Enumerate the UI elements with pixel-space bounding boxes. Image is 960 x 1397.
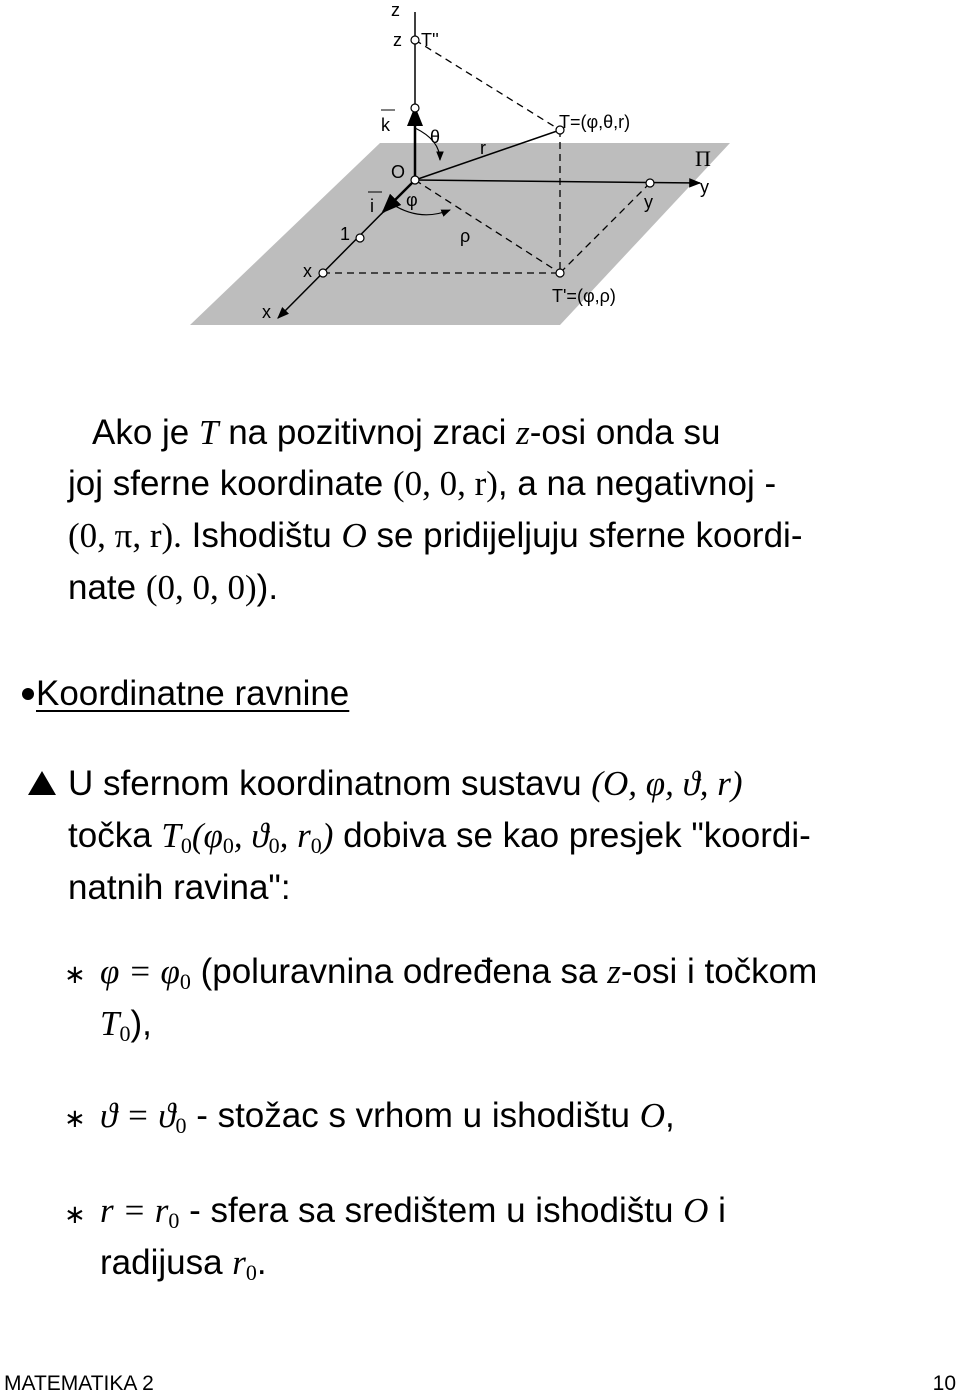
math: (φ xyxy=(191,816,223,855)
math-coords: (0, π, r). xyxy=(68,516,182,555)
label-Pi: Π xyxy=(695,146,711,171)
text: ), xyxy=(130,1004,152,1043)
subscript: 0 xyxy=(310,833,322,858)
text: , a na negativnoj - xyxy=(497,464,777,503)
math-coords: (0, 0, r) xyxy=(392,464,498,503)
math: r = r xyxy=(100,1191,169,1230)
math-z: z xyxy=(607,952,621,991)
label-z-point: z xyxy=(393,30,402,50)
subscript: 0 xyxy=(119,1021,131,1046)
text: , xyxy=(664,1096,675,1135)
math-O: O xyxy=(341,516,367,555)
star-icon: ∗ xyxy=(64,960,86,990)
text: dobiva se kao presjek "koordi- xyxy=(333,816,811,855)
text: se pridijeljuju sferne koordi- xyxy=(366,516,803,555)
section-heading: Koordinatne ravnine xyxy=(36,674,350,713)
label-x-point: x xyxy=(303,261,312,281)
subscript: 0 xyxy=(175,1113,187,1138)
label-phi: φ xyxy=(406,190,418,210)
text: . xyxy=(256,1243,267,1282)
paragraph-1-line-2 xyxy=(68,458,776,510)
subscript: 0 xyxy=(222,833,234,858)
paragraph-2-line-3: natnih ravina": xyxy=(68,868,291,907)
text: - sfera sa središtem u ishodištu xyxy=(179,1191,684,1230)
math: , r xyxy=(279,816,311,855)
subscript: 0 xyxy=(179,969,191,994)
paragraph-2-line-2 xyxy=(68,810,811,862)
item-2-line-1 xyxy=(100,1090,675,1142)
item-3-line-2 xyxy=(100,1237,267,1289)
math-T: T xyxy=(199,413,219,452)
math: , ϑ xyxy=(233,816,269,855)
math-system: (O, φ, ϑ, r) xyxy=(591,764,743,803)
text: U sfernom koordinatnom sustavu xyxy=(68,764,592,803)
label-O: O xyxy=(391,162,406,182)
item-1-line-1 xyxy=(100,946,817,998)
text: radijusa xyxy=(100,1243,233,1282)
footer-page-number: 10 xyxy=(932,1372,956,1395)
text: ). xyxy=(256,568,279,607)
math: ) xyxy=(321,816,334,855)
paragraph-2-line-1 xyxy=(68,758,743,810)
text: joj sferne koordinate xyxy=(68,464,393,503)
math-T: T xyxy=(100,1004,120,1043)
text: i xyxy=(708,1191,726,1230)
label-i: i xyxy=(370,196,374,216)
math-O: O xyxy=(683,1191,709,1230)
label-z-axis: z xyxy=(391,0,400,20)
label-one: 1 xyxy=(340,224,351,244)
bullet-icon xyxy=(22,688,34,700)
label-y-axis: y xyxy=(700,177,709,197)
label-T-prime: T'=(φ,ρ) xyxy=(552,286,616,306)
label-r: r xyxy=(480,138,486,158)
math-r: r xyxy=(232,1243,246,1282)
subscript: 0 xyxy=(245,1260,257,1285)
label-rho: ρ xyxy=(460,226,471,246)
math-coords: (0, 0, 0) xyxy=(145,568,257,607)
star-icon: ∗ xyxy=(64,1104,86,1134)
text: -osi onda su xyxy=(529,413,721,452)
item-1-line-2 xyxy=(100,998,152,1050)
text: točka xyxy=(68,816,162,855)
text: - stožac s vrhom u ishodištu xyxy=(186,1096,640,1135)
paragraph-1-line-1 xyxy=(92,407,720,459)
text: nate xyxy=(68,568,146,607)
label-T-point: T=(φ,θ,r) xyxy=(559,112,631,132)
math-O: O xyxy=(639,1096,665,1135)
label-y-point: y xyxy=(644,192,653,212)
label-T-double-prime: T'' xyxy=(421,30,439,50)
label-theta: θ xyxy=(430,127,441,147)
subscript: 0 xyxy=(168,1208,180,1233)
text: -osi i točkom xyxy=(620,952,818,991)
text: (poluravnina određena sa xyxy=(190,952,608,991)
math: φ = φ xyxy=(100,952,180,991)
spherical-coordinates-figure xyxy=(0,0,960,340)
label-k: k xyxy=(381,115,390,135)
triangle-icon xyxy=(28,771,56,795)
item-3-line-1 xyxy=(100,1185,726,1237)
text: Ako je xyxy=(92,413,199,452)
text: Ishodištu xyxy=(181,516,342,555)
subscript: 0 xyxy=(180,833,192,858)
math-T: T xyxy=(161,816,181,855)
paragraph-1-line-4 xyxy=(68,562,278,614)
footer-left: MATEMATIKA 2 xyxy=(4,1372,154,1395)
math-z: z xyxy=(516,413,530,452)
text: na pozitivnoj zraci xyxy=(218,413,517,452)
star-icon: ∗ xyxy=(64,1200,86,1230)
paragraph-1-line-3 xyxy=(68,510,802,562)
math: ϑ = ϑ xyxy=(100,1096,176,1135)
label-x-axis: x xyxy=(262,302,271,322)
subscript: 0 xyxy=(268,833,280,858)
